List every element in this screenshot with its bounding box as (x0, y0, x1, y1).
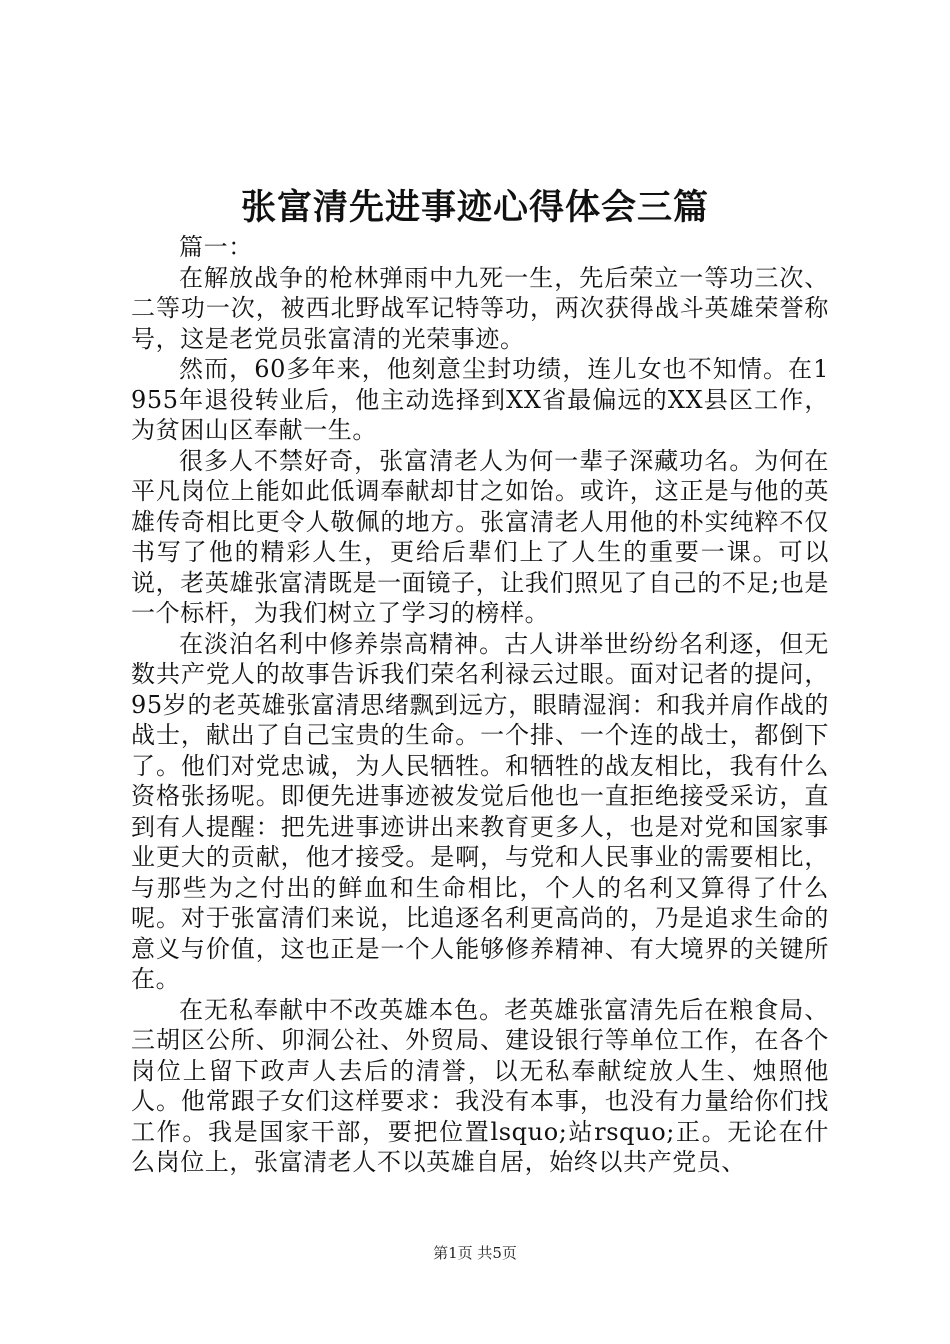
document-body (131, 232, 829, 1178)
page-footer: 第1页 共5页 (433, 1244, 517, 1262)
section-heading: 篇一： (179, 233, 253, 261)
paragraph: 然而，60多年来，他刻意尘封功绩，连儿女也不知情。在1955年退役转业后，他主动选择到XX省最偏远的XX县区工作，为贫困山区奉献一生。 (131, 355, 829, 444)
paragraph: 在淡泊名利中修养崇高精神。古人讲举世纷纷名利逐，但无数共产党人的故事告诉我们荣名利禄云过眼。面对记者的提问，95岁的老英雄张富清思绪飘到远方，眼睛湿润：和我并肩作战的战士，献出了自己宝贵的生命。一个排、一个连的战士，都倒下了。他们对党忠诚，为人民牺牲。和牺牲的战友相比，我有什么资格张扬呢。即便先进事迹被发觉后他也一直拒绝接受采访，直到有人提醒：把先进事迹讲出来教育更多人，也是对党和国家事业更大的贡献，他才接受。是啊，与党和人民事业的需要相比，与那些为之付出的鲜血和生命相比，个人的名利又算得了什么呢。对于张富清们来说，比追逐名利更高尚的，乃是追求生命的意义与价值，这也正是一个人能够修养精神、有大境界的关键所在。 (131, 629, 829, 993)
document-title: 张富清先进事迹心得体会三篇 (240, 188, 709, 228)
paragraph: 在解放战争的枪林弹雨中九死一生，先后荣立一等功三次、二等功一次，被西北野战军记特等功，两次获得战斗英雄荣誉称号，这是老党员张富清的光荣事迹。 (131, 263, 829, 353)
paragraph: 在无私奉献中不改英雄本色。老英雄张富清先后在粮食局、三胡区公所、卯洞公社、外贸局、建设银行等单位工作，在各个岗位上留下政声人去后的清誉，以无私奉献绽放人生、烛照他人。他常跟子女们这样要求：我没有本事，也没有力量给你们找工作。我是国家干部，要把位置lsquo;站rsquo;正。无论在什么岗位上，张富清老人不以英雄自居，始终以共产党员、 (131, 995, 829, 1176)
paragraph: 很多人不禁好奇，张富清老人为何一辈子深藏功名。为何在平凡岗位上能如此低调奉献却甘之如饴。或许，这正是与他的英雄传奇相比更令人敬佩的地方。张富清老人用他的朴实纯粹不仅书写了他的精彩人生，更给后辈们上了人生的重要一课。可以说，老英雄张富清既是一面镜子，让我们照见了自己的不足;也是一个标杆，为我们树立了学习的榜样。 (131, 446, 829, 627)
